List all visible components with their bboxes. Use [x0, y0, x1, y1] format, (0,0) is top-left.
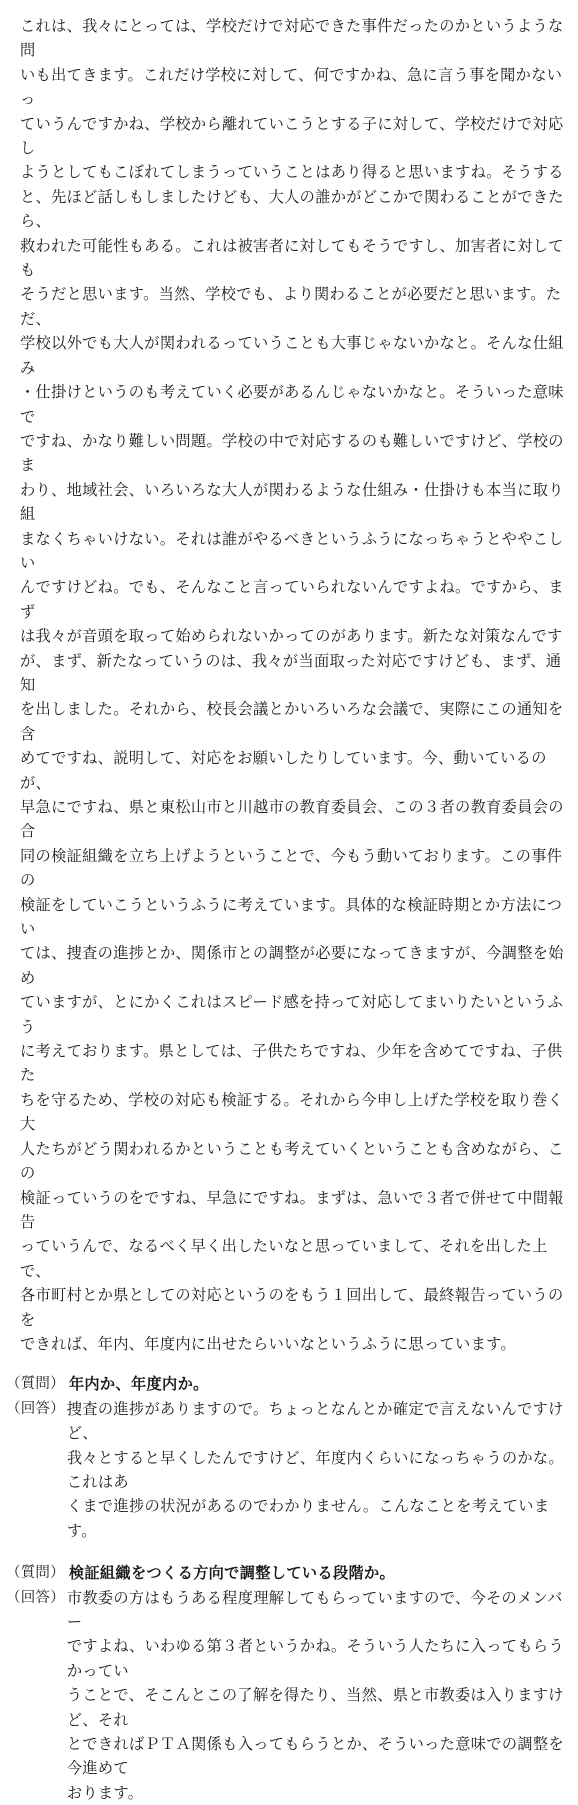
answer-text: 市教委の方はもうある程度理解してもらっていますので、今そのメンバー ですよね、いわゆる第３者というかね。そういう人たちに入ってもらうかってい うことで、そこんとこの了解を得たり、当然、県と市教委は入りますけど、それ とできればＰＴＡ関係も入ってもらうとか、そういった意味での調整を今進めて おります。 — [66, 1588, 565, 1802]
qa-block-1 — [6, 1372, 565, 1543]
document-page — [6, 14, 565, 1805]
body-paragraph: これは、我々にとっては、学校だけで対応できた事件だったのかというような問 いも出てきます。これだけ学校に対して、何ですかね、急に言う事を聞かないっ ていうんですかね、学校から離れていこうとする子に対して、学校だけで対応し ようとしてもこぼれてしまうっていうことはあり得ると思いますね。そうする と、先ほど話しもしましたけども、大人の誰かがどこかで関わることができたら、 救われた可能性もある。これは被害者に対してもそうですし、加害者に対しても そうだと思います。当然、学校でも、より関わることが必要だと思います。ただ、 学校以外でも大人が関われるっていうことも大事じゃないかなと。そんな仕組み ・仕掛けというのも考えていく必要があるんじゃないかなと。そういった意味で ですね、かなり難しい問題。学校の中で対応するのも難しいですけど、学校のま わり、地域社会、いろいろな大人が関わるような仕組み・仕掛けも本当に取り組 まなくちゃいけない。それは誰がやるべきというふうになっちゃうとややこしい んですけどね。でも、そんなこと言っていられないんですよね。ですから、まず は我々が音頭を取って始められないかってのがあります。新たな対策なんです が、まず、新たなっていうのは、我々が当面取った対応ですけども、まず、通知 を出しました。それから、校長会議とかいろいろな会議で、実際にこの通知を含 めてですね、説明して、対応をお願いしたりしています。今、動いているのが、 早急にですね、県と東松山市と川越市の教育委員会、この３者の教育委員会の合 同の検証組織を立ち上げようということで、今もう動いております。この事件の 検証をしていこうというふうに考えています。具体的な検証時期とか方法につい ては、捜査の進捗とか、関係市との調整が必要になってきますが、今調整を始め ていますが、とにかくこれはスピード感を持って対応してまいりたいというふう に考えております。県としては、子供たちですね、少年を含めてですね、子供た ちを守るため、学校の対応も検証する。それから今申し上げた学校を取り巻く大 人たちがどう関われるかということも考えていくということも含めながら、この 検証っていうのをですね、早急にですね。まずは、急いで３者で併せて中間報告 っていうんで、なるべく早く出したいなと思っていまして、それを出した上で、 各市町村とか県としての対応というのをもう１回出して、最終報告っていうのを できれば、年内、年度内に出せたらいいなというふうに思っています。 — [20, 17, 564, 1353]
question-text: 年内か、年度内か。 — [68, 1375, 209, 1394]
answer-tag: （回答） — [6, 1400, 65, 1417]
answer-text: 捜査の進捗がありますので。ちょっとなんとか確定で言えないんですけど、 我々とすると早くしたんですけど、年度内くらいになっちゃうのかな。これはあ くまで進捗の状況があるのでわかりません。こんなことを考えています。 — [66, 1399, 565, 1540]
question-2 — [6, 1561, 565, 1585]
question-tag: （質問） — [6, 1376, 65, 1393]
answer-tag: （回答） — [6, 1589, 65, 1606]
question-text: 検証組織をつくる方向で調整している段階か。 — [68, 1564, 396, 1583]
answer-1 — [6, 1397, 565, 1543]
question-tag: （質問） — [6, 1565, 65, 1582]
qa-block-2 — [6, 1561, 565, 1805]
question-1 — [6, 1372, 565, 1396]
answer-2 — [6, 1586, 565, 1805]
